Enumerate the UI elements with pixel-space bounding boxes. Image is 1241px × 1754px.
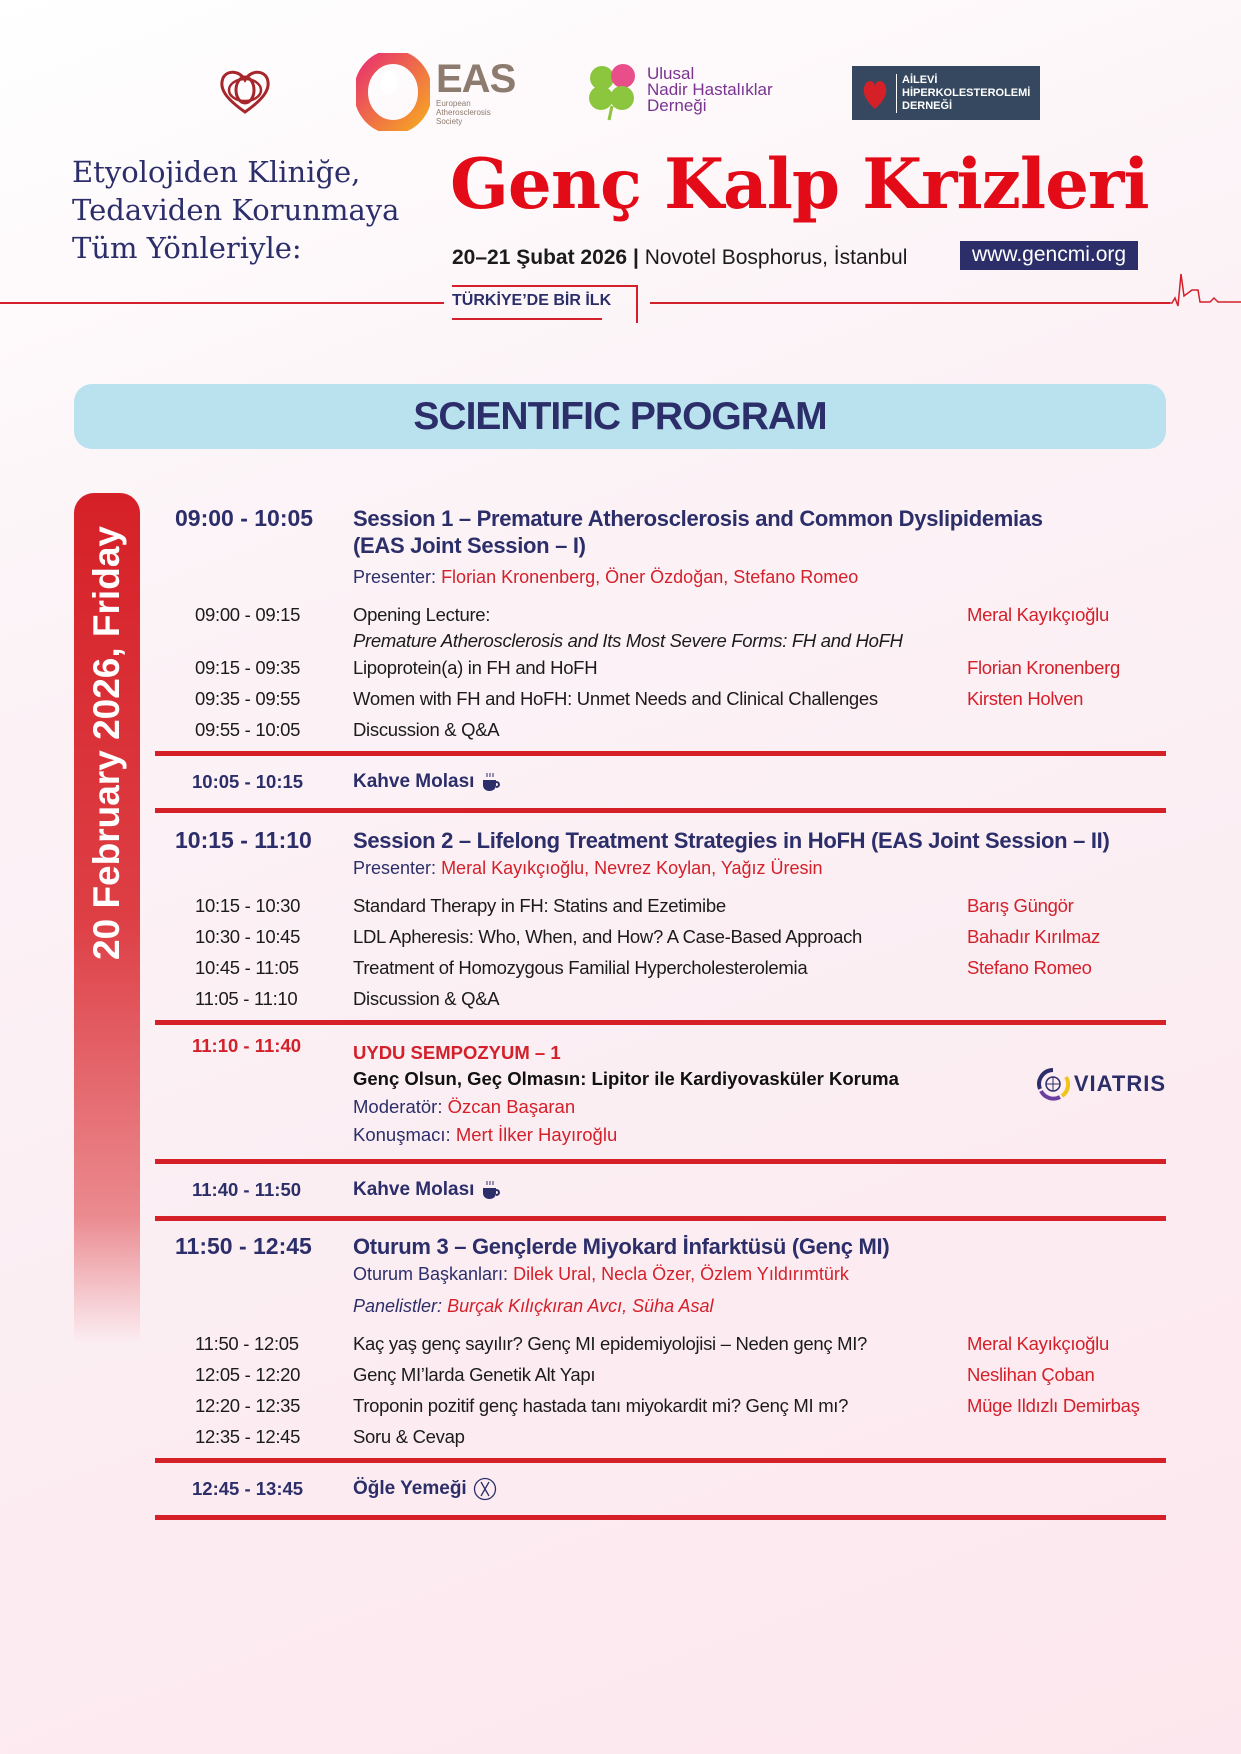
break-time: 10:05 - 10:15 <box>192 771 304 792</box>
coffee-break-1 <box>155 756 1166 813</box>
ateroskleroz-logo <box>205 50 285 135</box>
panelists-names: Burçak Kılıçkıran Avcı, Süha Asal <box>447 1296 714 1316</box>
session-title-line: Session 1 – Premature Atherosclerosis and Common Dyslipidemias <box>353 506 1043 531</box>
chairs-names: Dilek Ural, Necla Özer, Özlem Yıldırımtürk <box>513 1264 849 1284</box>
talk-title: Genç MI’larda Genetik Alt Yapı <box>353 1364 596 1385</box>
talk-time: 09:00 - 09:15 <box>195 604 301 625</box>
session-title-line: (EAS Joint Session – I) <box>353 533 586 558</box>
talk-row <box>155 714 1166 745</box>
talk-title-text: Opening Lecture: <box>353 604 491 625</box>
ailevi-logo <box>852 66 1040 120</box>
break-label-text: Kahve Molası <box>353 1179 475 1200</box>
moderator-name: Özcan Başaran <box>447 1096 576 1117</box>
talk-list <box>155 890 1166 1014</box>
badge-underline <box>452 318 602 320</box>
session-panelists <box>353 1294 1166 1318</box>
eas-abbr: EAS <box>436 56 516 101</box>
presenter-names: Meral Kayıkçıoğlu, Nevrez Koylan, Yağız Üresin <box>441 858 823 878</box>
talk-speaker: Müge Ildızlı Demirbaş <box>967 1395 1140 1416</box>
ulusal-logo <box>585 58 773 122</box>
break-time: 11:40 - 11:50 <box>192 1179 302 1200</box>
symposium-heading: UYDU SEMPOZYUM – 1 <box>353 1042 561 1063</box>
break-label <box>353 1477 497 1501</box>
talk-speaker: Meral Kayıkçıoğlu <box>967 1333 1109 1354</box>
talk-time: 09:35 - 09:55 <box>195 688 301 709</box>
session-presenters <box>353 565 1166 589</box>
ecg-line-icon <box>1160 268 1241 308</box>
ulusal-line: Ulusal <box>647 64 695 83</box>
break-label-text: Öğle Yemeği <box>353 1478 467 1499</box>
session-time: 10:15 - 11:10 <box>175 827 312 853</box>
symposium-speaker <box>353 1121 1166 1149</box>
talk-list <box>155 599 1166 745</box>
fork-knife-icon <box>473 1477 497 1501</box>
talk-title: Standard Therapy in FH: Statins and Ezetimibe <box>353 895 726 916</box>
ulusal-line: Derneği <box>647 96 707 115</box>
program-schedule <box>155 505 1166 1520</box>
talk-row <box>155 683 1166 714</box>
session-1 <box>155 505 1166 756</box>
talk-row <box>155 890 1166 921</box>
talk-row <box>155 1359 1166 1390</box>
header-rule <box>0 302 444 304</box>
talk-row <box>155 1390 1166 1421</box>
eas-ring-icon <box>356 53 430 131</box>
talk-list <box>155 1328 1166 1452</box>
event-dates: 20–21 Şubat 2026 <box>452 246 628 269</box>
event-title: Genç Kalp Krizleri <box>450 144 1149 225</box>
coffee-break-2 <box>155 1164 1166 1221</box>
program-title: SCIENTIFIC PROGRAM <box>413 394 827 438</box>
break-label <box>353 1179 502 1201</box>
ailevi-line: DERNEĞİ <box>902 99 953 112</box>
family-heart-icon <box>860 73 890 113</box>
session-time: 09:00 - 10:05 <box>175 505 314 531</box>
talk-time: 09:15 - 09:35 <box>195 657 301 678</box>
talk-title: Discussion & Q&A <box>353 988 500 1009</box>
session-presenters <box>353 856 1166 880</box>
talk-speaker: Kirsten Holven <box>967 688 1084 709</box>
break-time: 12:45 - 13:45 <box>192 1478 304 1499</box>
talk-speaker: Florian Kronenberg <box>967 657 1120 678</box>
viatris-logo <box>1036 1067 1166 1101</box>
talk-title: LDL Apheresis: Who, When, and How? A Case-Based Approach <box>353 926 863 947</box>
talk-title: Soru & Cevap <box>353 1426 465 1447</box>
talk-row <box>155 599 1166 652</box>
subtitle-line: Etyolojiden Kliniğe, <box>72 155 361 189</box>
sponsor-logos <box>0 50 1241 135</box>
talk-title: Lipoprotein(a) in FH and HoFH <box>353 657 598 678</box>
presenter-label: Presenter: <box>353 567 437 587</box>
eas-line: European <box>436 98 471 108</box>
day-label: 20 February 2026, Friday <box>86 526 127 960</box>
clover-icon <box>585 58 641 122</box>
talk-time: 10:15 - 10:30 <box>195 895 301 916</box>
talk-title <box>353 599 967 652</box>
session-chairs <box>353 1262 1166 1286</box>
talk-time: 12:20 - 12:35 <box>195 1395 301 1416</box>
first-in-turkey-badge: TÜRKİYE’DE BİR İLK <box>452 292 612 309</box>
eas-line: Society <box>436 116 463 126</box>
ailevi-line: AİLEVİ <box>902 73 938 86</box>
session-title <box>353 505 1166 559</box>
presenter-names: Florian Kronenberg, Öner Özdoğan, Stefano Romeo <box>441 567 859 587</box>
symposium-time: 11:10 - 11:40 <box>192 1035 302 1056</box>
talk-row <box>155 921 1166 952</box>
dateline-separator: | <box>632 246 639 269</box>
talk-time: 10:45 - 11:05 <box>195 957 299 978</box>
session-3 <box>155 1221 1166 1463</box>
talk-speaker: Barış Güngör <box>967 895 1074 916</box>
talk-time: 12:35 - 12:45 <box>195 1426 301 1447</box>
talk-speaker: Meral Kayıkçıoğlu <box>967 604 1109 625</box>
talk-title: Discussion & Q&A <box>353 719 500 740</box>
break-label-text: Kahve Molası <box>353 771 475 792</box>
talk-time: 12:05 - 12:20 <box>195 1364 301 1385</box>
coffee-cup-icon <box>480 1179 502 1201</box>
session-2 <box>155 813 1166 1025</box>
talk-subtitle: Premature Atherosclerosis and Its Most Severe Forms: FH and HoFH <box>353 630 903 651</box>
talk-title: Treatment of Homozygous Familial Hypercholesterolemia <box>353 957 808 978</box>
session-title: Oturum 3 – Gençlerde Miyokard İnfarktüsü (Genç MI) <box>353 1234 890 1259</box>
talk-row <box>155 983 1166 1014</box>
talk-title: Women with FH and HoFH: Unmet Needs and Clinical Challenges <box>353 688 878 709</box>
sponsor-name: VIATRIS <box>1073 1071 1166 1096</box>
heart-logo-icon <box>205 50 285 135</box>
panelists-label: Panelistler: <box>353 1296 443 1316</box>
talk-time: 11:05 - 11:10 <box>195 988 298 1009</box>
section-divider <box>155 1515 1166 1520</box>
website-link[interactable]: www.gencmi.org <box>960 241 1138 270</box>
talk-row <box>155 952 1166 983</box>
talk-title: Troponin pozitif genç hastada tanı miyokardit mi? Genç MI mı? <box>353 1395 849 1416</box>
speaker-label: Konuşmacı: <box>353 1124 451 1145</box>
presenter-label: Presenter: <box>353 858 437 878</box>
talk-speaker: Bahadır Kırılmaz <box>967 926 1100 947</box>
globe-swirl-icon <box>1036 1067 1070 1101</box>
ailevi-line: HİPERKOLESTEROLEMİ <box>902 86 1031 99</box>
symposium-title: Genç Olsun, Geç Olmasın: Lipitor ile Kardiyovasküler Koruma <box>353 1068 899 1089</box>
break-label <box>353 771 502 793</box>
lunch-break <box>155 1463 1166 1520</box>
talk-speaker: Stefano Romeo <box>967 957 1092 978</box>
talk-row <box>155 1328 1166 1359</box>
talk-time: 09:55 - 10:05 <box>195 719 301 740</box>
eas-line: Atherosclerosis <box>436 107 491 117</box>
eas-logo <box>356 53 515 131</box>
event-venue: Novotel Bosphorus, İstanbul <box>644 246 908 269</box>
subtitle-line: Tüm Yönleriyle: <box>72 231 302 265</box>
header-rule <box>650 302 1170 304</box>
day-sidebar <box>74 493 140 1343</box>
session-title: Session 2 – Lifelong Treatment Strategies in HoFH (EAS Joint Session – II) <box>353 828 1110 853</box>
talk-row <box>155 652 1166 683</box>
speaker-name: Mert İlker Hayıroğlu <box>455 1124 618 1145</box>
moderator-label: Moderatör: <box>353 1096 443 1117</box>
coffee-cup-icon <box>480 771 502 793</box>
talk-title: Kaç yaş genç sayılır? Genç MI epidemiyolojisi – Neden genç MI? <box>353 1333 868 1354</box>
chairs-label: Oturum Başkanları: <box>353 1264 509 1284</box>
program-banner <box>74 384 1166 449</box>
talk-time: 11:50 - 12:05 <box>195 1333 299 1354</box>
talk-time: 10:30 - 10:45 <box>195 926 301 947</box>
ulusal-line: Nadir Hastalıklar <box>647 80 773 99</box>
talk-row <box>155 1421 1166 1452</box>
talk-speaker: Neslihan Çoban <box>967 1364 1095 1385</box>
event-subtitle <box>72 153 399 267</box>
satellite-symposium <box>155 1025 1166 1164</box>
subtitle-line: Tedaviden Korunmaya <box>72 193 400 227</box>
event-dateline <box>452 246 907 270</box>
session-time: 11:50 - 12:45 <box>175 1233 312 1259</box>
